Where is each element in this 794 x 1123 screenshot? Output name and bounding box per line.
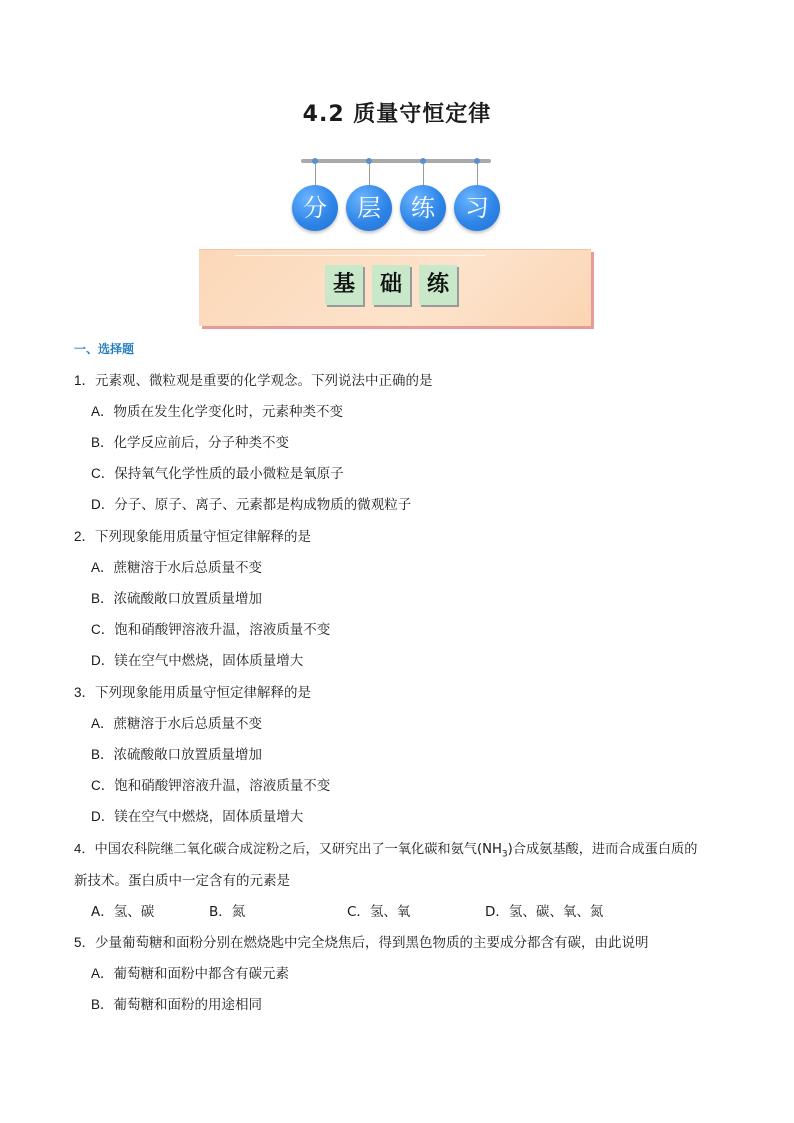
question-text: 少量葡萄糖和面粉分别在燃烧匙中完全烧焦后，得到黑色物质的主要成分都含有碳，由此说明 [95,935,649,951]
badge-char-2: 层 [346,185,392,231]
banner-tile-2: 础 [372,265,410,305]
option-4a: A．氢、碳 [91,904,155,920]
option-3a: A．蔗糖溶于水后总质量不变 [91,716,263,732]
hanger-string [369,163,370,185]
option-4b: B．氮 [209,904,246,920]
question-text: 中国农科院继二氧化碳合成淀粉之后，又研究出了一氧化碳和氨气(NH [94,842,502,857]
badge-hanger-bar [301,159,491,163]
page-title: 4.2 质量守恒定律 [302,102,492,127]
option-2c: C．饱和硝酸钾溶液升温，溶液质量不变 [91,622,331,638]
question-number: 1． [74,373,96,388]
question-4-line2: 新技术。蛋白质中一定含有的元素是 [74,873,290,889]
question-1 [74,371,433,391]
option-3d: D．镁在空气中燃烧，固体质量增大 [91,809,304,825]
question-text: 下列现象能用质量守恒定律解释的是 [95,685,312,701]
badge-char-4: 习 [454,185,500,231]
question-text: )合成氨基酸，进而合成蛋白质的 [507,842,698,857]
subscript: 3 [501,849,508,860]
option-3c: C．饱和硝酸钾溶液升温，溶液质量不变 [91,778,331,794]
banner-tile-3: 练 [419,265,457,305]
question-number: 5． [74,935,96,950]
option-1c: C．保持氧气化学性质的最小微粒是氧原子 [91,466,344,482]
option-2b: B．浓硫酸敞口放置质量增加 [91,591,263,607]
question-text: 下列现象能用质量守恒定律解释的是 [95,529,312,545]
question-number: 2． [74,529,96,544]
option-1a: A．物质在发生化学变化时，元素种类不变 [91,404,344,420]
option-4c: C．氢、氧 [347,904,411,920]
badge-char-3: 练 [400,185,446,231]
question-number: 4． [74,841,95,856]
hanger-string [423,163,424,185]
question-5 [74,933,649,953]
question-number: 3． [74,685,96,700]
option-4d: D．氢、碳、氧、氮 [485,904,604,920]
option-1b: B．化学反应前后，分子种类不变 [91,435,290,451]
badge-char-1: 分 [292,185,338,231]
section-heading: 一、选择题 [74,342,135,356]
hanger-string [315,163,316,185]
question-text: 元素观、微粒观是重要的化学观念。下列说法中正确的是 [95,373,433,389]
question-2 [74,527,311,547]
banner-tile-1: 基 [325,265,363,305]
option-2d: D．镁在空气中燃烧，固体质量增大 [91,653,304,669]
question-3 [74,683,311,703]
option-3b: B．浓硫酸敞口放置质量增加 [91,747,263,763]
option-5a: A．葡萄糖和面粉中都含有碳元素 [91,966,290,982]
question-4 [74,839,697,865]
option-5b: B．葡萄糖和面粉的用途相同 [91,997,263,1013]
option-1d: D．分子、原子、离子、元素都是构成物质的微观粒子 [91,497,412,513]
hanger-string [477,163,478,185]
option-2a: A．蔗糖溶于水后总质量不变 [91,560,263,576]
